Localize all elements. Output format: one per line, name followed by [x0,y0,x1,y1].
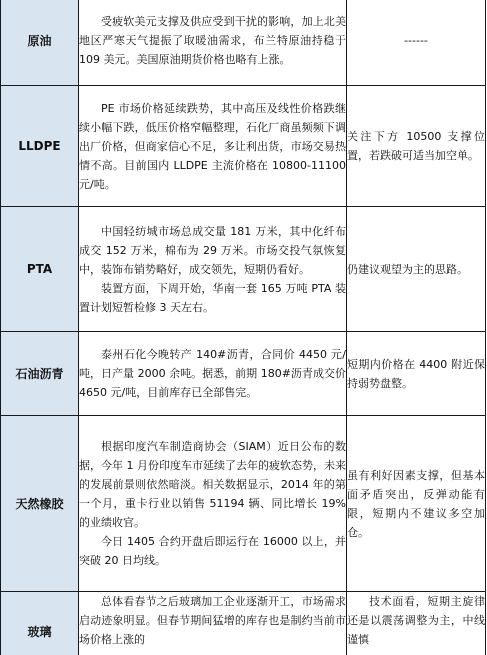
table-row [1,416,486,592]
desc-paragraph: 受疲软美元支撑及供应受到干扰的影响，加上北美地区严寒天气提振了取暖油需求，布兰特原油持稳于 109 美元。美国原油期货价格也略有上涨。 [79,15,346,66]
row-name-glass: 玻璃 [1,592,79,655]
row-desc-crude-oil [79,0,347,86]
row-desc-pta [79,207,347,332]
row-name-rubber: 天然橡胶 [1,416,79,592]
desc-paragraph: 根据印度汽车制造商协会（SIAM）近日公布的数据，今年 1 月份印度车市延续了去年的疲软态势，未来的发展前景则依然暗淡。相关数据显示，2014 年的第一个月，重卡行业以销售 51194 辆、同比增长 19%的业绩收官。 [79,440,346,529]
row-view-lldpe [347,86,486,207]
row-desc-asphalt [79,332,347,416]
table-row [1,86,486,207]
row-view-pta [347,207,486,332]
table-row [1,332,486,416]
view-paragraph: 技术面看，短期主旋律还是以震荡调整为主，中线谨慎 [347,595,485,646]
row-view-crude-oil [347,0,486,86]
row-view-glass [347,592,486,655]
view-paragraph: ------ [404,34,428,47]
table-row [1,0,486,86]
row-view-rubber [347,416,486,592]
table-row [1,592,486,655]
view-paragraph: 短期内价格在 4400 附近保持弱势盘整。 [347,357,485,390]
view-paragraph: 仍建议观望为主的思路。 [347,262,468,276]
row-desc-lldpe [79,86,347,207]
desc-paragraph: 装置方面，下周开始，华南一套 165 万吨 PTA 装置计划短暂检修 3 天左右。 [79,281,346,314]
view-paragraph: 关注下方 10500 支撑位置，若跌破可适当加空单。 [347,130,485,162]
view-paragraph: 虽有利好因素支撑，但基本面矛盾突出，反弹动能有限，短期内不建议多空加仓。 [347,468,485,539]
row-name-asphalt: 石油沥青 [1,332,79,416]
desc-paragraph: 中国轻纺城市场总成交量 181 万米，其中化纤布成交 152 万米，棉布为 29 万米。市场交投气氛恢复中，装饰布销势略好，成交领先，短期仍看好。 [79,224,346,276]
row-name-crude-oil: 原油 [1,0,79,86]
desc-paragraph: 总体看春节之后玻璃加工企业逐渐开工，市场需求启动迹象明显。但春节期间猛增的库存也是制约当前市场价格上涨的 [79,595,346,646]
desc-paragraph: PE 市场价格延续跌势，其中高压及线性价格跌继续小幅下跌，低压价格窄幅整理，石化厂商虽频频下调出厂价格，但商家信心不足，多让利出货，市场交易热情不高。目前国内 LLDPE 主流价格在 10800-11100 元/吨。 [79,101,346,191]
desc-paragraph: 今日 1405 合约开盘后即运行在 16000 以上，并突破 20 日均线。 [79,535,346,567]
row-name-lldpe: LLDPE [1,86,79,207]
desc-paragraph: 泰州石化今晚转产 140#沥青，合同价 4450 元/吨，日产量 2000 余吨。据悉，前期 180#沥青成交价 4650 元/吨，目前库存已全部售完。 [79,348,346,399]
table-row [1,207,486,332]
row-desc-glass [79,592,347,655]
row-view-asphalt [347,332,486,416]
row-name-pta: PTA [1,207,79,332]
row-desc-rubber [79,416,347,592]
